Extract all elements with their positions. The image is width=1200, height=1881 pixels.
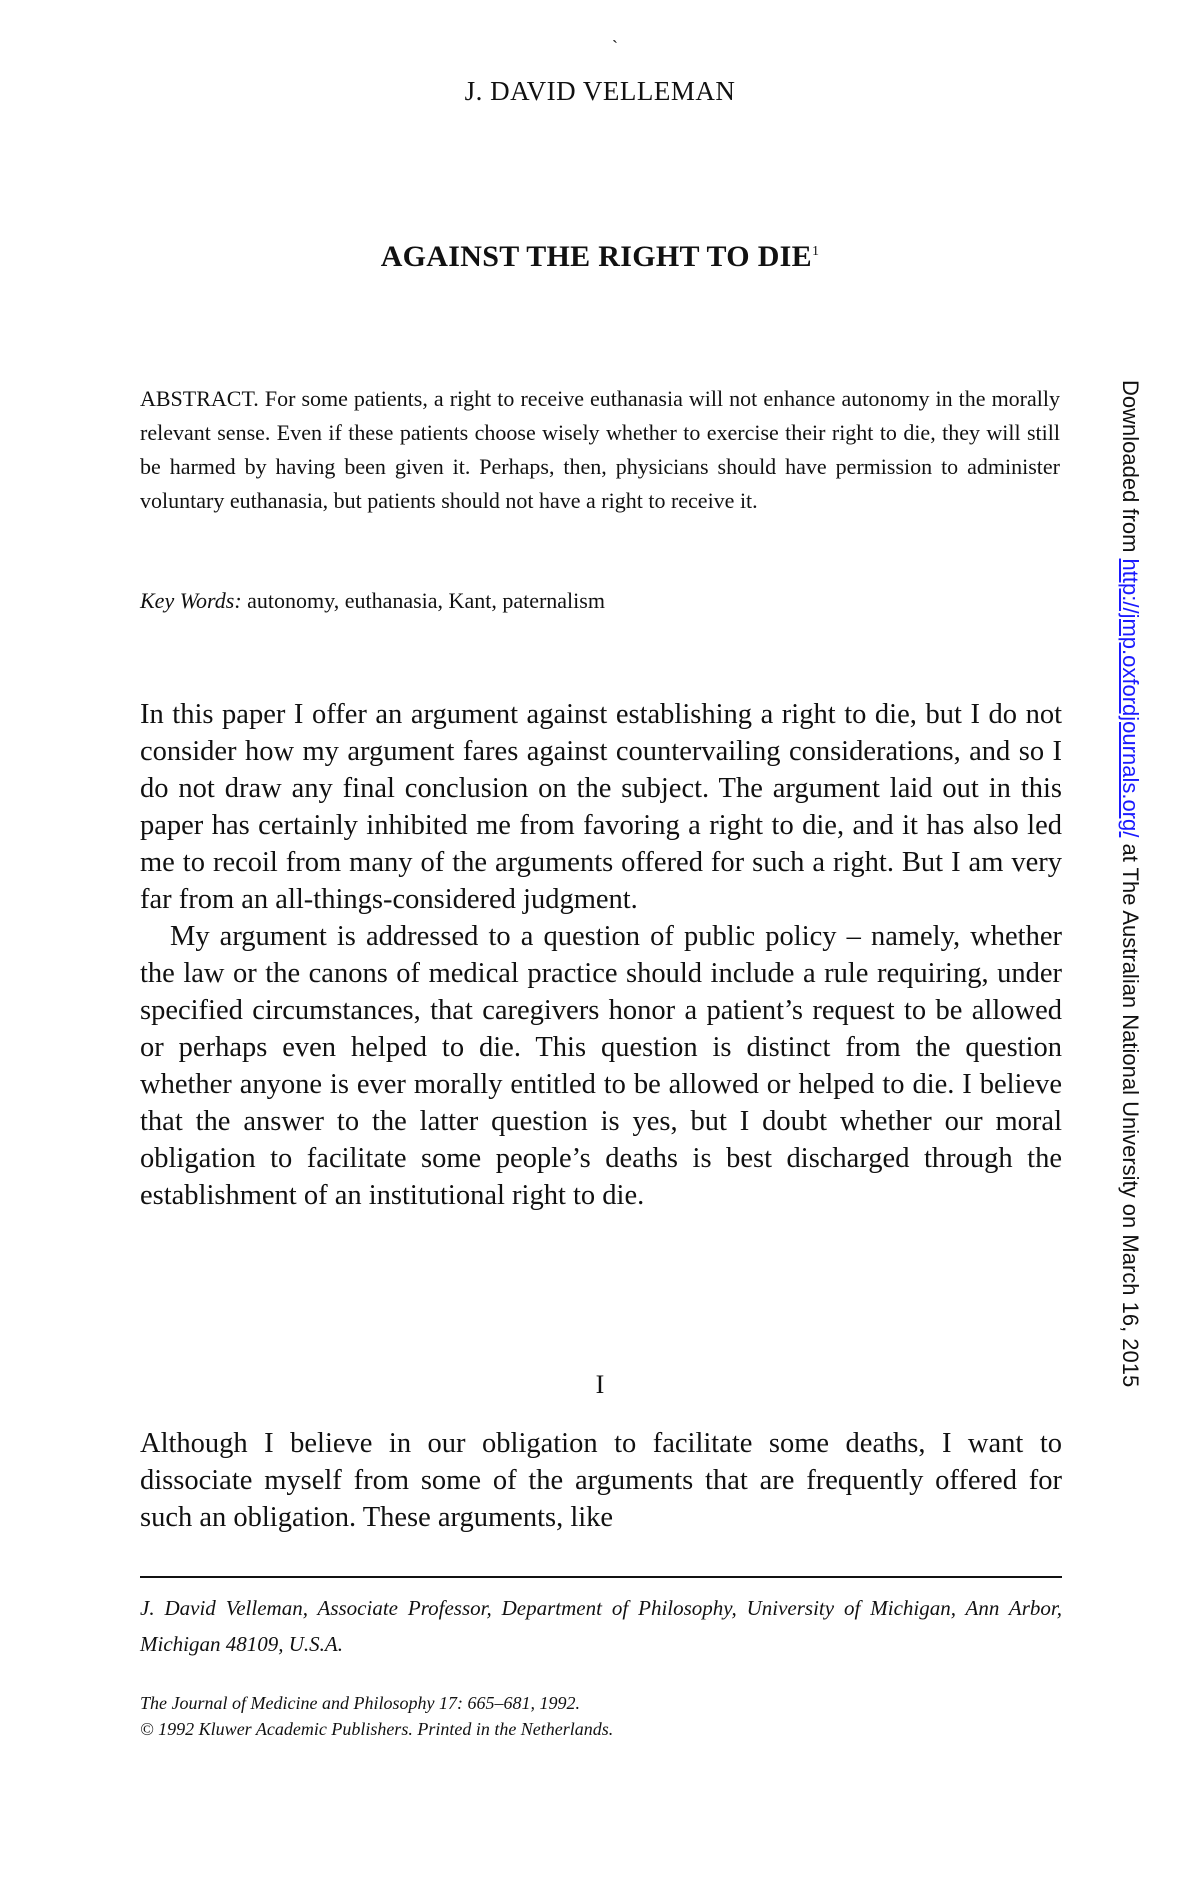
abstract [140, 382, 1060, 518]
keywords-text: autonomy, euthanasia, Kant, paternalism [241, 588, 605, 613]
header-tick-mark: ` [612, 37, 618, 57]
download-suffix: at The Australian National University on March 16, 2015 [1118, 837, 1143, 1388]
article-title [0, 240, 1200, 274]
body-text [140, 696, 1062, 1214]
keywords [140, 584, 1060, 618]
section-body [140, 1425, 1062, 1536]
journal-info [140, 1690, 1062, 1742]
download-prefix: Downloaded from [1118, 380, 1143, 559]
journal-citation: The Journal of Medicine and Philosophy 17: 665–681, 1992. [140, 1693, 580, 1713]
download-notice [1117, 380, 1143, 1387]
section-heading: I [595, 1370, 605, 1399]
abstract-text: For some patients, a right to receive euthanasia will not enhance autonomy in the morally relevant sense. Even if these patients choose wisely whether to exercise their right to die, they will still be harmed by having been given it. Perhaps, then, physicians should have permission to administer voluntary euthanasia, but patients should not have a right to receive it. [140, 386, 1060, 513]
footnote-divider [140, 1576, 1062, 1578]
running-header-author: J. DAVID VELLEMAN [464, 76, 736, 106]
keywords-label: Key Words: [140, 588, 242, 613]
download-link[interactable]: http://jmp.oxfordjournals.org/ [1118, 558, 1143, 838]
article-title-text: AGAINST THE RIGHT TO DIE [380, 240, 812, 273]
author-affiliation-footnote: J. David Velleman, Associate Professor, Department of Philosophy, University of Michigan, Ann Arbor, Michigan 48109, U.S.A. [140, 1596, 1062, 1656]
abstract-label: ABSTRACT. [140, 386, 259, 411]
journal-copyright: © 1992 Kluwer Academic Publishers. Printed in the Netherlands. [140, 1719, 614, 1739]
body-paragraph-1: In this paper I offer an argument against establishing a right to die, but I do not consider how my argument fares against countervailing considerations, and so I do not draw any final conclusion on the subject. The argument laid out in this paper has certainly inhibited me from favoring a right to die, and it has also led me to recoil from many of the arguments offered for such a right. But I am very far from an all-things-considered judgment. [140, 699, 1062, 915]
body-paragraph-2: My argument is addressed to a question of public policy – namely, whether the law or the canons of medical practice should include a rule requiring, under specified circumstances, that caregivers honor a patient’s request to be allowed or perhaps even helped to die. This question is distinct from the question whether anyone is ever morally entitled to be allowed or helped to die. I believe that the answer to the latter question is yes, but I doubt whether our moral obligation to facilitate some people’s deaths is best discharged through the establishment of an institutional right to die. [140, 921, 1062, 1211]
title-footnote-mark: 1 [811, 244, 820, 259]
section-paragraph-1: Although I believe in our obligation to facilitate some deaths, I want to dissociate myself from some of the arguments that are frequently offered for such an obligation. These arguments, like [140, 1428, 1062, 1533]
